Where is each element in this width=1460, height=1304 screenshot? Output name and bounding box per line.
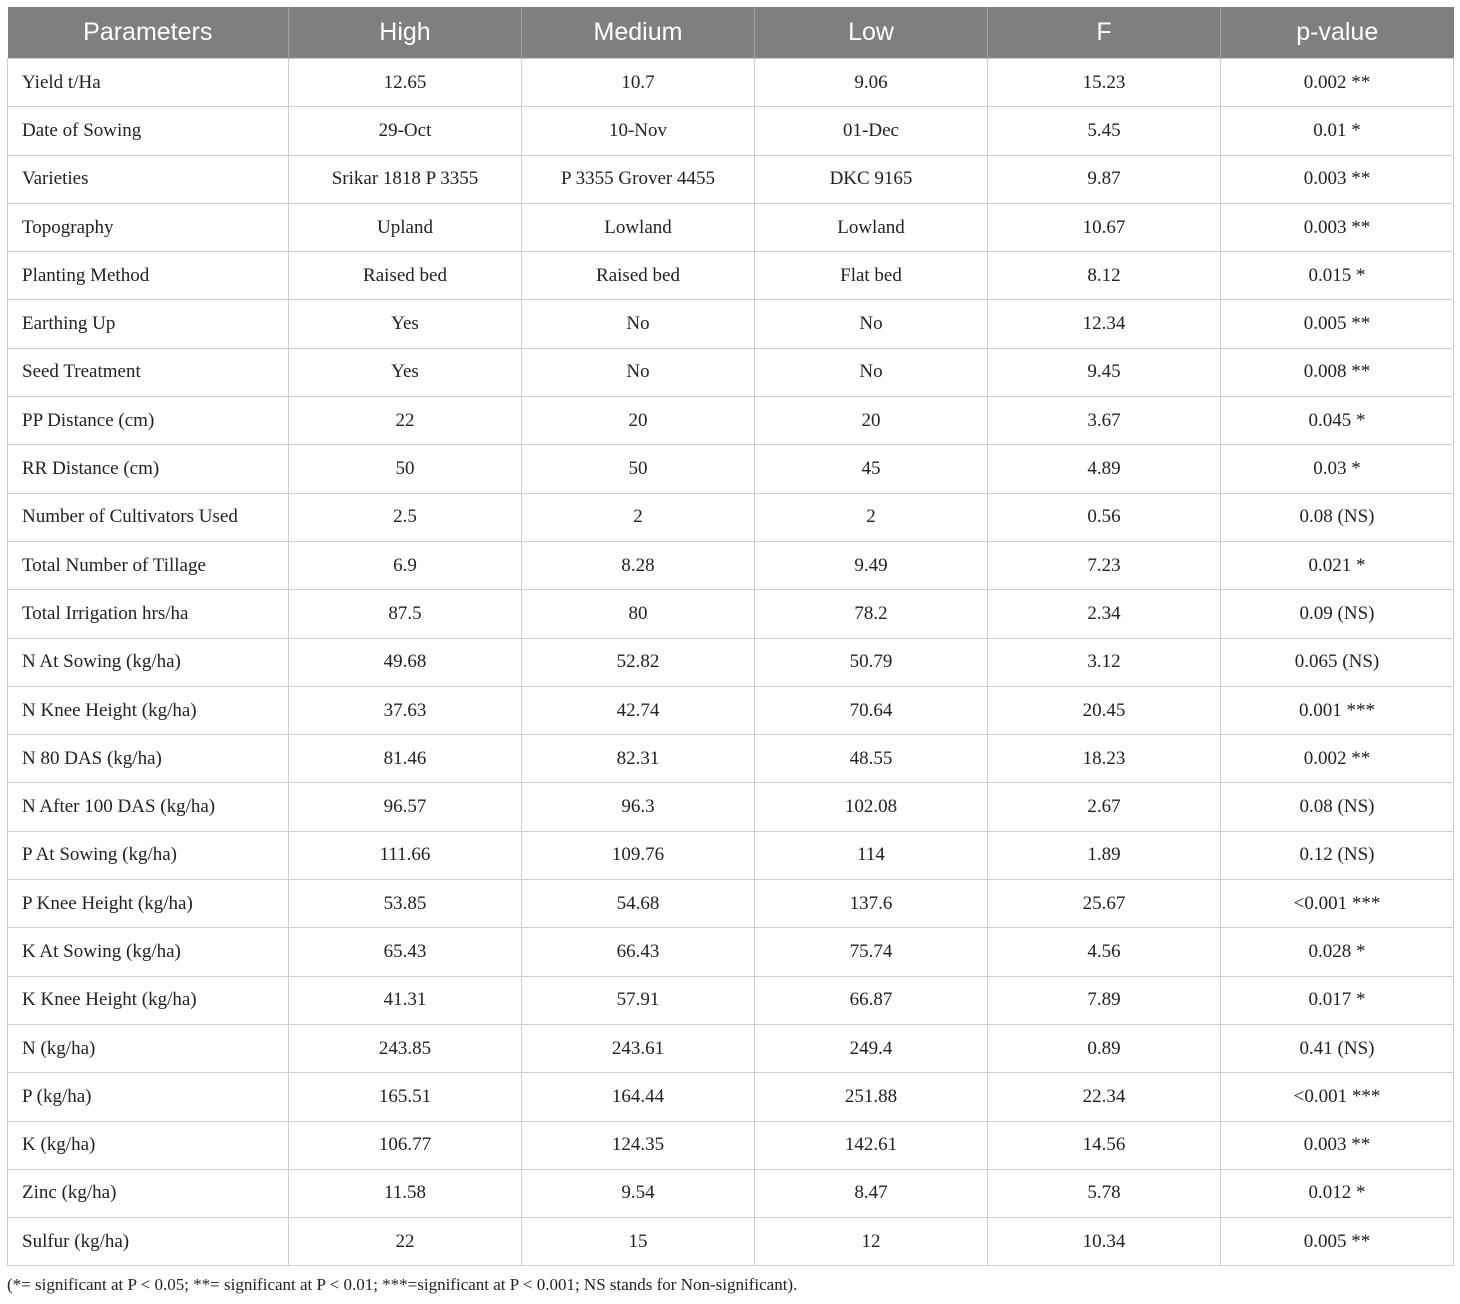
p-value-cell: 0.41 (NS) <box>1221 1024 1454 1072</box>
high-cell: 6.9 <box>289 541 522 589</box>
parameter-cell: N After 100 DAS (kg/ha) <box>8 783 289 831</box>
high-cell: 81.46 <box>289 735 522 783</box>
parameter-cell: N At Sowing (kg/ha) <box>8 638 289 686</box>
f-value-cell: 0.56 <box>988 493 1221 541</box>
low-cell: 8.47 <box>755 1169 988 1217</box>
low-cell: 78.2 <box>755 590 988 638</box>
f-value-cell: 14.56 <box>988 1121 1221 1169</box>
header-high: High <box>289 7 522 59</box>
table-row <box>8 155 1454 203</box>
medium-cell: 243.61 <box>522 1024 755 1072</box>
low-cell: No <box>755 300 988 348</box>
medium-cell: P 3355 Grover 4455 <box>522 155 755 203</box>
f-value-cell: 0.89 <box>988 1024 1221 1072</box>
f-value-cell: 10.67 <box>988 203 1221 251</box>
medium-cell: 96.3 <box>522 783 755 831</box>
p-value-cell: 0.012 * <box>1221 1169 1454 1217</box>
f-value-cell: 7.89 <box>988 976 1221 1024</box>
low-cell: 9.06 <box>755 59 988 107</box>
p-value-cell: 0.003 ** <box>1221 203 1454 251</box>
parameter-cell: Zinc (kg/ha) <box>8 1169 289 1217</box>
f-value-cell: 15.23 <box>988 59 1221 107</box>
medium-cell: 164.44 <box>522 1073 755 1121</box>
medium-cell: 15 <box>522 1218 755 1266</box>
parameter-cell: K At Sowing (kg/ha) <box>8 928 289 976</box>
p-value-cell: 0.028 * <box>1221 928 1454 976</box>
high-cell: Yes <box>289 348 522 396</box>
parameter-cell: Topography <box>8 203 289 251</box>
p-value-cell: 0.12 (NS) <box>1221 831 1454 879</box>
low-cell: 20 <box>755 397 988 445</box>
table-row <box>8 107 1454 155</box>
table-row <box>8 59 1454 107</box>
header-low: Low <box>755 7 988 59</box>
parameter-cell: Varieties <box>8 155 289 203</box>
p-value-cell: 0.045 * <box>1221 397 1454 445</box>
high-cell: 87.5 <box>289 590 522 638</box>
p-value-cell: 0.003 ** <box>1221 1121 1454 1169</box>
table-row <box>8 1121 1454 1169</box>
p-value-cell: 0.08 (NS) <box>1221 783 1454 831</box>
parameter-cell: Seed Treatment <box>8 348 289 396</box>
medium-cell: No <box>522 348 755 396</box>
p-value-cell: 0.005 ** <box>1221 300 1454 348</box>
medium-cell: 52.82 <box>522 638 755 686</box>
high-cell: 165.51 <box>289 1073 522 1121</box>
medium-cell: Raised bed <box>522 252 755 300</box>
f-value-cell: 25.67 <box>988 880 1221 928</box>
medium-cell: 50 <box>522 445 755 493</box>
low-cell: 9.49 <box>755 541 988 589</box>
high-cell: 49.68 <box>289 638 522 686</box>
high-cell: Yes <box>289 300 522 348</box>
parameter-cell: N Knee Height (kg/ha) <box>8 686 289 734</box>
p-value-cell: 0.002 ** <box>1221 735 1454 783</box>
table-row <box>8 783 1454 831</box>
high-cell: 41.31 <box>289 976 522 1024</box>
table-row <box>8 203 1454 251</box>
medium-cell: 20 <box>522 397 755 445</box>
low-cell: No <box>755 348 988 396</box>
header-medium: Medium <box>522 7 755 59</box>
medium-cell: 42.74 <box>522 686 755 734</box>
table-row <box>8 735 1454 783</box>
table-row <box>8 252 1454 300</box>
table-row <box>8 348 1454 396</box>
low-cell: 01-Dec <box>755 107 988 155</box>
table-row <box>8 638 1454 686</box>
low-cell: 12 <box>755 1218 988 1266</box>
p-value-cell: 0.03 * <box>1221 445 1454 493</box>
parameter-cell: N 80 DAS (kg/ha) <box>8 735 289 783</box>
low-cell: 66.87 <box>755 976 988 1024</box>
high-cell: Srikar 1818 P 3355 <box>289 155 522 203</box>
f-value-cell: 7.23 <box>988 541 1221 589</box>
p-value-cell: 0.008 ** <box>1221 348 1454 396</box>
parameter-cell: Yield t/Ha <box>8 59 289 107</box>
f-value-cell: 22.34 <box>988 1073 1221 1121</box>
table-row <box>8 1024 1454 1072</box>
parameter-cell: P At Sowing (kg/ha) <box>8 831 289 879</box>
f-value-cell: 3.12 <box>988 638 1221 686</box>
low-cell: 142.61 <box>755 1121 988 1169</box>
p-value-cell: 0.09 (NS) <box>1221 590 1454 638</box>
low-cell: 102.08 <box>755 783 988 831</box>
parameter-cell: Number of Cultivators Used <box>8 493 289 541</box>
high-cell: 29-Oct <box>289 107 522 155</box>
table-row <box>8 976 1454 1024</box>
low-cell: 249.4 <box>755 1024 988 1072</box>
medium-cell: 10.7 <box>522 59 755 107</box>
medium-cell: 54.68 <box>522 880 755 928</box>
low-cell: 45 <box>755 445 988 493</box>
high-cell: 2.5 <box>289 493 522 541</box>
parameter-cell: Earthing Up <box>8 300 289 348</box>
low-cell: 48.55 <box>755 735 988 783</box>
p-value-cell: 0.021 * <box>1221 541 1454 589</box>
f-value-cell: 9.87 <box>988 155 1221 203</box>
high-cell: 22 <box>289 397 522 445</box>
table-row <box>8 300 1454 348</box>
low-cell: 114 <box>755 831 988 879</box>
f-value-cell: 10.34 <box>988 1218 1221 1266</box>
medium-cell: 80 <box>522 590 755 638</box>
f-value-cell: 20.45 <box>988 686 1221 734</box>
table-body <box>8 59 1454 1266</box>
header-f: F <box>988 7 1221 59</box>
f-value-cell: 3.67 <box>988 397 1221 445</box>
medium-cell: 10-Nov <box>522 107 755 155</box>
f-value-cell: 2.34 <box>988 590 1221 638</box>
low-cell: 251.88 <box>755 1073 988 1121</box>
medium-cell: No <box>522 300 755 348</box>
table-row <box>8 1169 1454 1217</box>
table-footnote: (*= significant at P < 0.05; **= significant at P < 0.01; ***=significant at P < 0.001; NS stands for Non-significant). <box>7 1275 798 1294</box>
parameter-cell: Sulfur (kg/ha) <box>8 1218 289 1266</box>
table-row <box>8 928 1454 976</box>
f-value-cell: 5.78 <box>988 1169 1221 1217</box>
parameter-cell: K (kg/ha) <box>8 1121 289 1169</box>
p-value-cell: 0.08 (NS) <box>1221 493 1454 541</box>
table-row <box>8 541 1454 589</box>
low-cell: 70.64 <box>755 686 988 734</box>
f-value-cell: 1.89 <box>988 831 1221 879</box>
f-value-cell: 8.12 <box>988 252 1221 300</box>
high-cell: 12.65 <box>289 59 522 107</box>
high-cell: Raised bed <box>289 252 522 300</box>
f-value-cell: 12.34 <box>988 300 1221 348</box>
high-cell: 37.63 <box>289 686 522 734</box>
table-row <box>8 1073 1454 1121</box>
f-value-cell: 4.89 <box>988 445 1221 493</box>
header-p-value: p-value <box>1221 7 1454 59</box>
table-row <box>8 397 1454 445</box>
table-row <box>8 831 1454 879</box>
p-value-cell: 0.01 * <box>1221 107 1454 155</box>
medium-cell: 109.76 <box>522 831 755 879</box>
p-value-cell: 0.015 * <box>1221 252 1454 300</box>
medium-cell: 124.35 <box>522 1121 755 1169</box>
p-value-cell: 0.002 ** <box>1221 59 1454 107</box>
low-cell: DKC 9165 <box>755 155 988 203</box>
table-row <box>8 445 1454 493</box>
header-parameters: Parameters <box>8 7 289 59</box>
high-cell: 50 <box>289 445 522 493</box>
table-row <box>8 880 1454 928</box>
table-row <box>8 686 1454 734</box>
low-cell: Lowland <box>755 203 988 251</box>
parameter-cell: P Knee Height (kg/ha) <box>8 880 289 928</box>
parameter-cell: Total Number of Tillage <box>8 541 289 589</box>
f-value-cell: 5.45 <box>988 107 1221 155</box>
parameter-cell: Planting Method <box>8 252 289 300</box>
p-value-cell: 0.001 *** <box>1221 686 1454 734</box>
medium-cell: 9.54 <box>522 1169 755 1217</box>
p-value-cell: <0.001 *** <box>1221 1073 1454 1121</box>
high-cell: 243.85 <box>289 1024 522 1072</box>
p-value-cell: 0.065 (NS) <box>1221 638 1454 686</box>
f-value-cell: 9.45 <box>988 348 1221 396</box>
parameter-cell: PP Distance (cm) <box>8 397 289 445</box>
medium-cell: 66.43 <box>522 928 755 976</box>
parameter-cell: N (kg/ha) <box>8 1024 289 1072</box>
high-cell: 111.66 <box>289 831 522 879</box>
p-value-cell: <0.001 *** <box>1221 880 1454 928</box>
low-cell: 75.74 <box>755 928 988 976</box>
parameter-cell: Total Irrigation hrs/ha <box>8 590 289 638</box>
high-cell: 11.58 <box>289 1169 522 1217</box>
medium-cell: Lowland <box>522 203 755 251</box>
low-cell: 137.6 <box>755 880 988 928</box>
high-cell: Upland <box>289 203 522 251</box>
table-header-row <box>8 7 1454 59</box>
high-cell: 22 <box>289 1218 522 1266</box>
table-row <box>8 590 1454 638</box>
parameter-cell: K Knee Height (kg/ha) <box>8 976 289 1024</box>
medium-cell: 57.91 <box>522 976 755 1024</box>
p-value-cell: 0.003 ** <box>1221 155 1454 203</box>
high-cell: 65.43 <box>289 928 522 976</box>
low-cell: 50.79 <box>755 638 988 686</box>
f-value-cell: 4.56 <box>988 928 1221 976</box>
parameter-cell: P (kg/ha) <box>8 1073 289 1121</box>
p-value-cell: 0.005 ** <box>1221 1218 1454 1266</box>
low-cell: 2 <box>755 493 988 541</box>
f-value-cell: 18.23 <box>988 735 1221 783</box>
high-cell: 53.85 <box>289 880 522 928</box>
table-row <box>8 1218 1454 1266</box>
low-cell: Flat bed <box>755 252 988 300</box>
parameter-cell: RR Distance (cm) <box>8 445 289 493</box>
parameters-table <box>7 7 1454 1266</box>
table-row <box>8 493 1454 541</box>
medium-cell: 2 <box>522 493 755 541</box>
high-cell: 96.57 <box>289 783 522 831</box>
p-value-cell: 0.017 * <box>1221 976 1454 1024</box>
f-value-cell: 2.67 <box>988 783 1221 831</box>
parameter-cell: Date of Sowing <box>8 107 289 155</box>
medium-cell: 8.28 <box>522 541 755 589</box>
high-cell: 106.77 <box>289 1121 522 1169</box>
medium-cell: 82.31 <box>522 735 755 783</box>
